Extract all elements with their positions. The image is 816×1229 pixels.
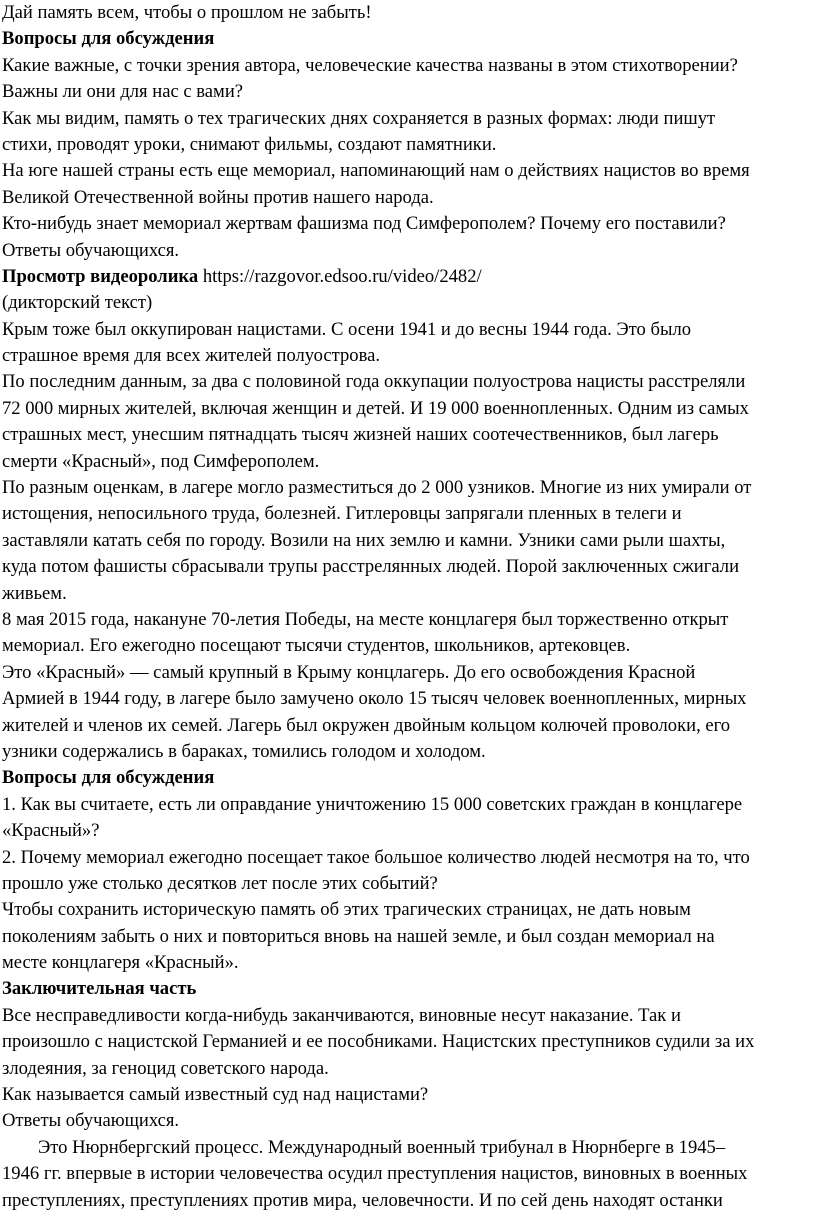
text-line: смерти «Красный», под Симферополем. (2, 450, 320, 472)
text-line: Кто-нибудь знает мемориал жертвам фашизма под Симферополем? Почему его поставили? (2, 213, 726, 235)
text-line: злодеяния, за геноцид советского народа. (2, 1057, 329, 1079)
video-link[interactable]: https://razgovor.edsoo.ru/video/2482/ (202, 265, 482, 287)
text-line: месте концлагеря «Красный». (2, 952, 239, 974)
text-line: поколениям забыть о них и повториться вновь на нашей земле, и был создан мемориал на (2, 925, 715, 947)
text-line: куда потом фашисты сбрасывали трупы расстрелянных людей. Порой заключенных сжигали (2, 556, 740, 578)
text-line: узники содержались в бараках, томились голодом и холодом. (2, 740, 486, 762)
text-line: По разным оценкам, в лагере могло разместиться до 2 000 узников. Многие из них умирали от (2, 477, 752, 499)
document-body (2, 0, 816, 1214)
text-line: живьем. (2, 582, 67, 604)
section-heading: Вопросы для обсуждения (2, 28, 215, 50)
text-line: произошло с нацистской Германией и ее пособниками. Нацистских преступников судили за их (2, 1031, 755, 1053)
text-line: страшное время для всех жителей полуострова. (2, 345, 381, 367)
paragraph-first-line: Это Нюрнбергский процесс. Международный военный трибунал в Нюрнберге в 1945– (38, 1136, 726, 1158)
text-line: Как мы видим, память о тех трагических днях сохраняется в разных формах: люди пишут (2, 107, 716, 129)
section-heading: Вопросы для обсуждения (2, 767, 215, 789)
text-line: Ответы обучающихся. (2, 239, 180, 261)
video-line (2, 264, 816, 290)
text-line: Как называется самый известный суд над нацистами? (2, 1084, 429, 1106)
text-line: 2. Почему мемориал ежегодно посещает такое большое количество людей несмотря на то, что (2, 846, 750, 868)
text-line: 8 мая 2015 года, накануне 70-летия Победы, на месте концлагеря был торжественно открыт (2, 608, 729, 630)
text-line: истощения, непосильного труда, болезней. Гитлеровцы запрягали пленных в телеги и (2, 503, 682, 525)
text-line: Важны ли они для нас с вами? (2, 81, 244, 103)
text-line: Крым тоже был оккупирован нацистами. С осени 1941 и до весны 1944 года. Это было (2, 318, 692, 340)
text-line: 1. Как вы считаете, есть ли оправдание уничтожению 15 000 советских граждан в концлагере (2, 793, 743, 815)
text-line: Великой Отечественной войны против нашего народа. (2, 186, 434, 208)
text-line: (дикторский текст) (2, 292, 153, 314)
text-line: Армией в 1944 году, в лагере было замучено около 15 тысяч человек военнопленных, мирных (2, 688, 747, 710)
text-line: 1946 гг. впервые в истории человечества осудил преступления нацистов, виновных в военных (2, 1163, 748, 1185)
text-line: 72 000 мирных жителей, включая женщин и детей. И 19 000 военнопленных. Одним из самых (2, 397, 749, 419)
text-line: заставляли катать себя по городу. Возили на них землю и камни. Узники сами рыли шахты, (2, 529, 726, 551)
text-line: «Красный»? (2, 820, 100, 842)
text-line: жителей и членов их семей. Лагерь был окружен двойным кольцом колючей проволоки, его (2, 714, 731, 736)
section-heading: Заключительная часть (2, 978, 197, 1000)
text-line: Дай память всем, чтобы о прошлом не забыть! (2, 2, 372, 23)
text-line: Ответы обучающихся. (2, 1110, 180, 1132)
text-line: мемориал. Его ежегодно посещают тысячи студентов, школьников, артековцев. (2, 635, 631, 657)
text-line: преступлениях, преступлениях против мира, человечности. И по сей день находят останки (2, 1189, 723, 1211)
text-line: Какие важные, с точки зрения автора, человеческие качества названы в этом стихотворении? (2, 54, 738, 76)
text-line: Это «Красный» — самый крупный в Крыму концлагерь. До его освобождения Красной (2, 661, 696, 683)
text-line: Чтобы сохранить историческую память об этих трагических страницах, не дать новым (2, 899, 691, 921)
text-line: страшных мест, унесшим пятнадцать тысяч жизней наших соотечественников, был лагерь (2, 424, 719, 446)
text-line: стихи, проводят уроки, снимают фильмы, создают памятники. (2, 133, 497, 155)
text-line: Все несправедливости когда-нибудь заканчиваются, виновные несут наказание. Так и (2, 1004, 681, 1026)
text-line: По последним данным, за два с половиной года оккупации полуострова нацисты расстреляли (2, 371, 746, 393)
video-label: Просмотр видеоролика (2, 265, 199, 287)
text-line: На юге нашей страны есть еще мемориал, напоминающий нам о действиях нацистов во время (2, 160, 750, 182)
text-line: прошло уже столько десятков лет после этих событий? (2, 872, 438, 894)
